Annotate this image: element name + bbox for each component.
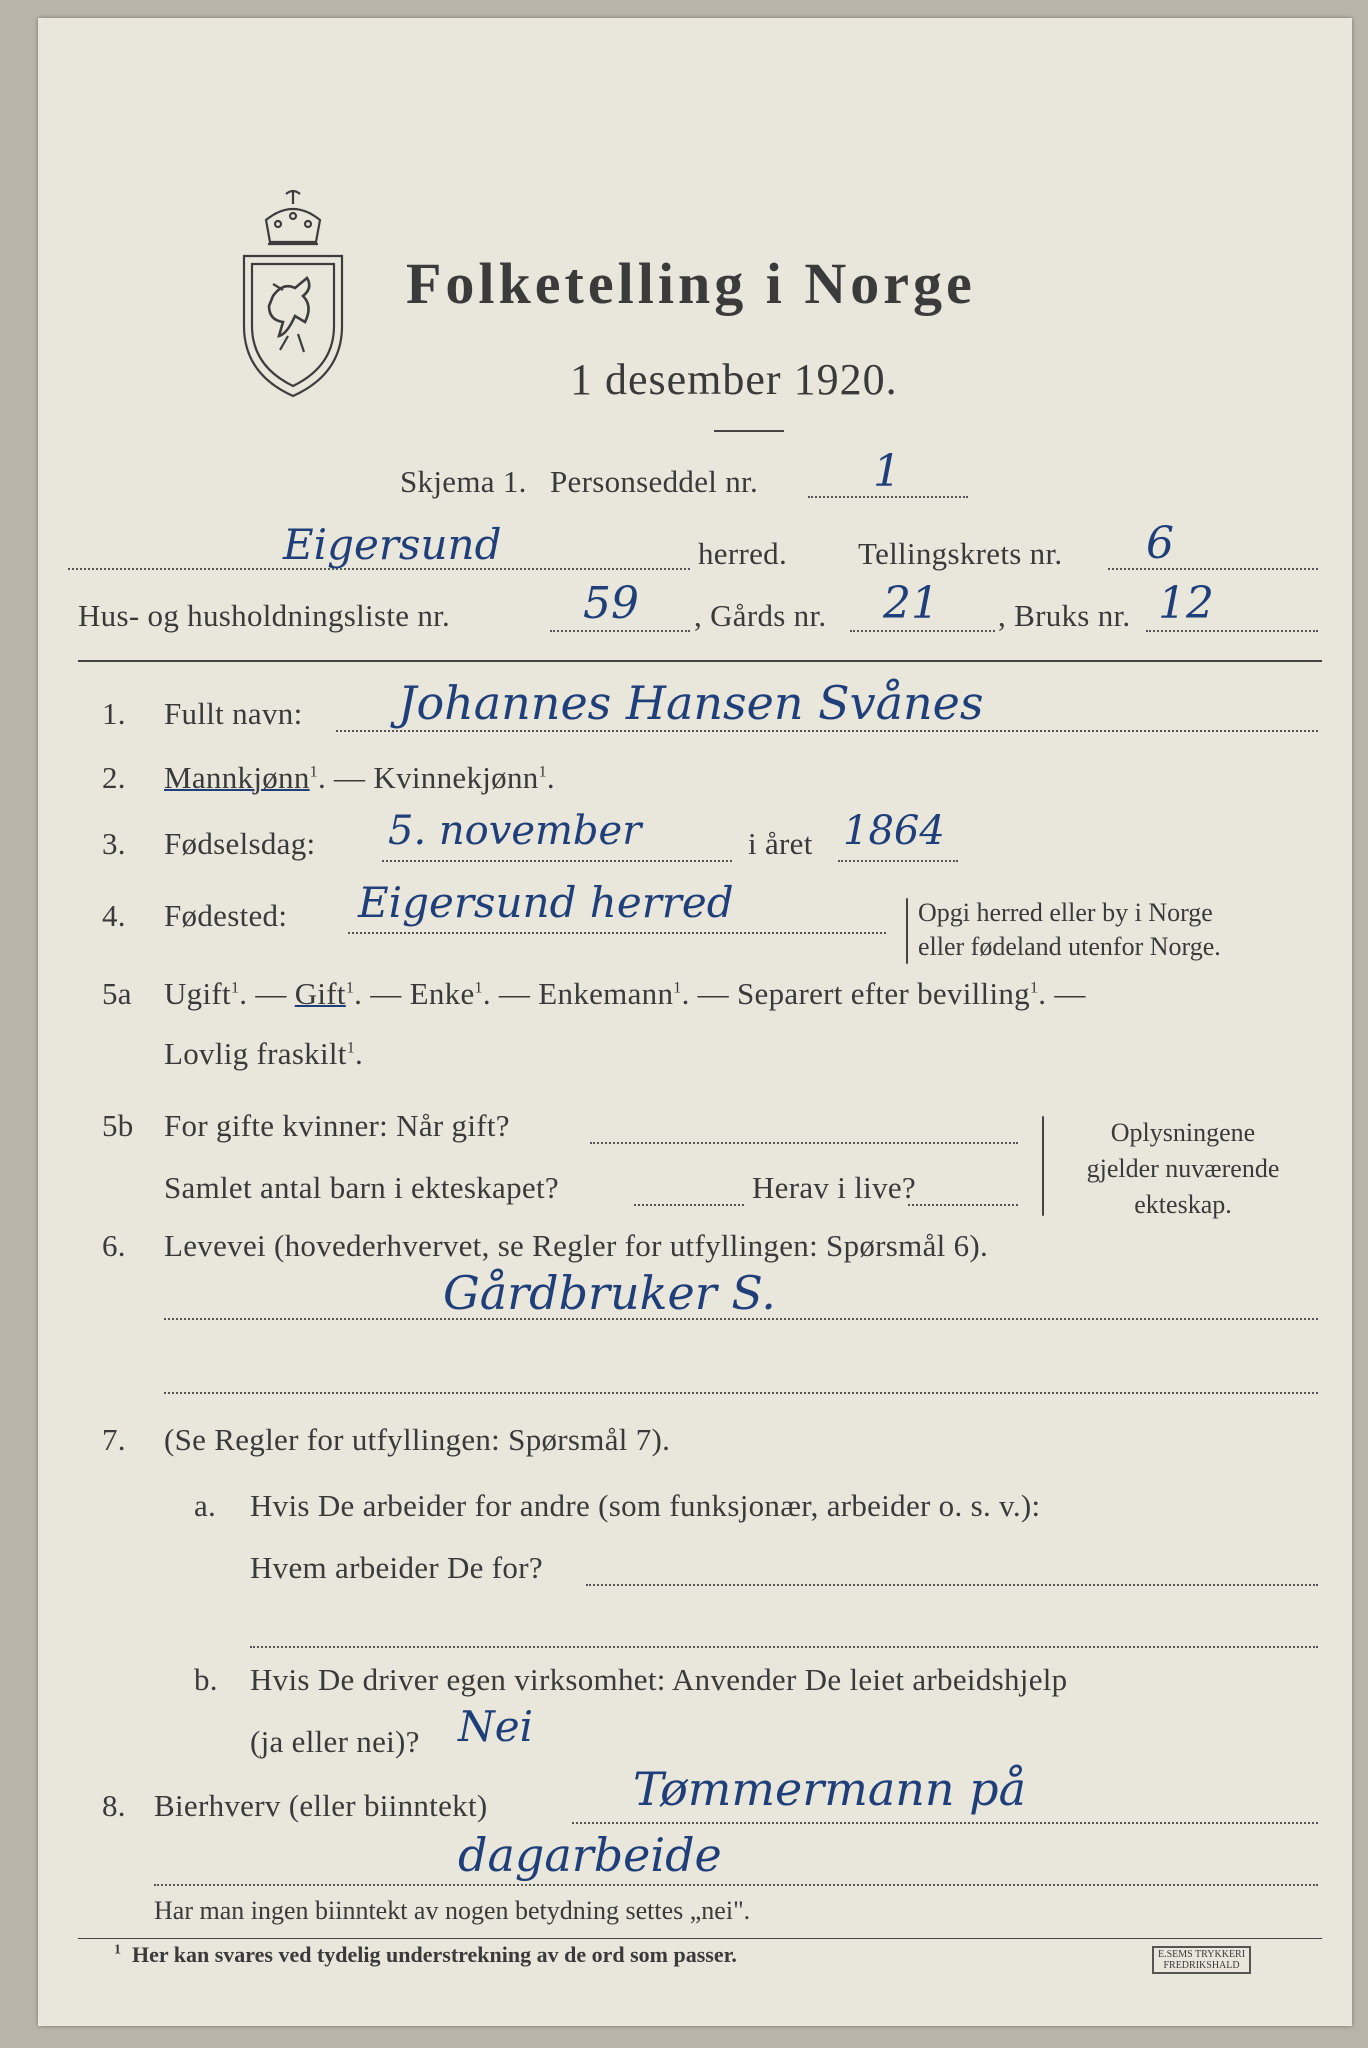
- q8-note: Har man ingen biinntekt av nogen betydning settes „nei".: [154, 1896, 751, 1925]
- q2-female[interactable]: Kvinnekjønn: [373, 760, 539, 795]
- q3-birth-year[interactable]: 1864: [843, 808, 945, 854]
- personseddel-value[interactable]: 1: [873, 446, 901, 497]
- husliste-value[interactable]: 59: [583, 578, 639, 629]
- q5b-alive-field[interactable]: [908, 1204, 1018, 1206]
- q4-label: Fødested:: [164, 898, 288, 933]
- q7b-label: Hvis De driver egen virksomhet: Anvender De leiet arbeidshjelp: [250, 1662, 1068, 1697]
- q2-number: 2.: [102, 760, 126, 795]
- q7b-number: b.: [194, 1662, 218, 1697]
- coat-of-arms-icon: [238, 186, 348, 406]
- herred-label: herred.: [698, 536, 788, 571]
- q7b-label-2: (ja eller nei)?: [250, 1724, 420, 1759]
- q7a-employer-field[interactable]: [586, 1584, 1318, 1586]
- q1-label: Fullt navn:: [164, 696, 303, 731]
- q5b-note-3: ekteskap.: [1134, 1190, 1232, 1219]
- q5b-married-field[interactable]: [590, 1142, 1018, 1144]
- q2-male[interactable]: Mannkjønn: [164, 760, 310, 795]
- q4-number: 4.: [102, 898, 126, 933]
- q7b-answer[interactable]: Nei: [458, 1702, 534, 1751]
- q6-extra-line[interactable]: [164, 1392, 1318, 1394]
- q8-label: Bierhverv (eller biinntekt): [154, 1788, 488, 1823]
- q5a-fraskilt-line: Lovlig fraskilt$^1$.: [164, 1036, 364, 1071]
- q6-number: 6.: [102, 1228, 126, 1263]
- q7a-label-2: Hvem arbeider De for?: [250, 1550, 543, 1585]
- tellingskrets-label: Tellingskrets nr.: [858, 536, 1063, 571]
- q5b-children-field[interactable]: [634, 1204, 744, 1206]
- q4-note-1: Opgi herred eller by i Norge: [918, 898, 1213, 927]
- q5a-enkemann[interactable]: Enkemann: [538, 976, 674, 1011]
- q4-note-2: eller fødeland utenfor Norge.: [918, 932, 1221, 961]
- q7-label: (Se Regler for utfyllingen: Spørsmål 7).: [164, 1422, 671, 1457]
- q1-full-name[interactable]: Johannes Hansen Svånes: [398, 676, 984, 730]
- q5a-marital-status: Ugift$^1$. — Gift$^1$. — Enke$^1$. — Enkemann$^1$. — Separert efter bevilling$^1$. —: [164, 976, 1086, 1011]
- q5b-alive-label: Herav i live?: [752, 1170, 916, 1205]
- q8-side-income-1[interactable]: Tømmermann på: [633, 1762, 1027, 1816]
- title-divider: [714, 430, 784, 432]
- q3-number: 3.: [102, 826, 126, 861]
- q1-number: 1.: [102, 696, 126, 731]
- skjema-label: Skjema 1.: [400, 464, 527, 499]
- header-rule: [78, 660, 1322, 662]
- q7a-number: a.: [194, 1488, 217, 1523]
- q7a-label: Hvis De arbeider for andre (som funksjonær, arbeider o. s. v.):: [250, 1488, 1041, 1523]
- form-date: 1 desember 1920.: [570, 355, 898, 404]
- gards-label: , Gårds nr.: [694, 598, 827, 633]
- herred-value[interactable]: Eigersund: [283, 520, 502, 569]
- printer-stamp: E.SEMS TRYKKERI FREDRIKSHALD: [1152, 1946, 1251, 1974]
- q5b-children-label: Samlet antal barn i ekteskapet?: [164, 1170, 559, 1205]
- q8-number: 8.: [102, 1788, 126, 1823]
- q5b-number: 5b: [102, 1108, 134, 1143]
- form-title: Folketelling i Norge: [406, 251, 976, 316]
- q6-label: Levevei (hovederhvervet, se Regler for utfyllingen: Spørsmål 6).: [164, 1228, 989, 1263]
- census-form: [38, 18, 1352, 2026]
- husliste-label: Hus- og husholdningsliste nr.: [78, 598, 451, 633]
- tellingskrets-value[interactable]: 6: [1146, 518, 1174, 569]
- personseddel-label: Personseddel nr.: [550, 464, 758, 499]
- q4-birthplace[interactable]: Eigersund herred: [358, 878, 734, 927]
- q8-side-income-2[interactable]: dagarbeide: [458, 1828, 722, 1882]
- bruks-label: , Bruks nr.: [998, 598, 1131, 633]
- q7-number: 7.: [102, 1422, 126, 1457]
- q2-sex: Mannkjønn$^1$. — Kvinnekjønn$^1$.: [164, 760, 555, 795]
- bruks-value[interactable]: 12: [1158, 578, 1214, 629]
- footnote: $^1$ Her kan svares ved tydelig understrekning av de ord som passer.: [114, 1942, 737, 1967]
- q5b-married-label: For gifte kvinner: Når gift?: [164, 1108, 510, 1143]
- q3-birthday[interactable]: 5. november: [388, 808, 642, 854]
- q5a-fraskilt[interactable]: Lovlig fraskilt: [164, 1036, 347, 1071]
- q5a-enke[interactable]: Enke: [409, 976, 475, 1011]
- q6-occupation[interactable]: Gårdbruker S.: [443, 1266, 776, 1320]
- q3-year-label: i året: [748, 826, 813, 861]
- q5a-number: 5a: [102, 976, 132, 1011]
- gards-value[interactable]: 21: [883, 578, 939, 629]
- q5a-ugift[interactable]: Ugift: [164, 976, 231, 1011]
- q5b-note-2: gjelder nuværende: [1086, 1154, 1280, 1183]
- q5a-separert[interactable]: Separert efter bevilling: [737, 976, 1030, 1011]
- q3-label: Fødselsdag:: [164, 826, 316, 861]
- q5a-gift[interactable]: Gift: [294, 976, 346, 1011]
- q7a-employer-line-2[interactable]: [250, 1646, 1318, 1648]
- footer-rule: [78, 1938, 1322, 1939]
- q5b-note-1: Oplysningene: [1110, 1118, 1256, 1147]
